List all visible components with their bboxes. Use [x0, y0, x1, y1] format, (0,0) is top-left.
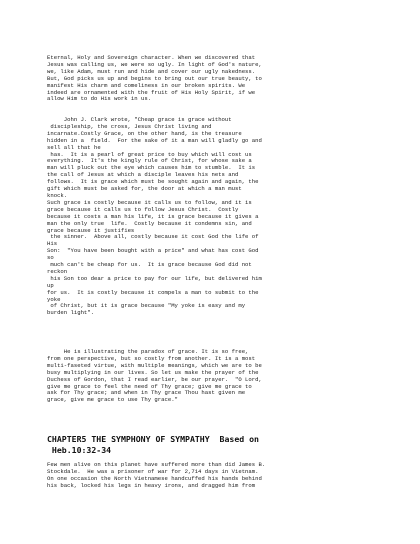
intro-paragraph: Eternal, Holy and Sovereign character. When we discovered that Jesus was calling us, we were so ugly. In light of God's nature, we, like Adam, must run and hide and cover our ugly nakedness. But, God picks us up and begins to bring out our true beauty, to manifest His charm and comeliness in our broken spirits. We indeed are ornamented with the fruit of His Holy Spirit, if we allow Him to do His work in us. — [47, 54, 262, 103]
clark-quote-paragraph: John J. Clark wrote, "Cheap grace is grace without discipleship, the cross, Jesus Christ living and incarnate.Costly Grace, on the other hand, is the treasure hidden in a field. For the sake of it a man will gladly go and sell all that he has. It is a pearl of great price to buy which will cost us everything. It's the kingly rule of Christ, for whose sake a man will pluck out the eye which causes him to stumble. It is the call of Jesus at which a disciple leaves his nets and follows. It is grace which must be sought again and again, the gift which must be asked for, the door at which a man must knock. Such grace is costly because it calls us to follow, and it is grace because it calls us to follow Jesus Christ. Costly because it costs a man his life, it is grace because it gives a man the only true life. Costly because it condemns sin, and grace because it justifies the sinner. Above all, costly because it cost God the life of His Son: "You have been bought with a price" and what has cost God so much can't be cheap for us. It is grace because God did not reckon his Son too dear a price to pay for our life, but delivered him up for us. It is costly because it compels a man to submit to the yoke of Christ, but it is grace because "My yoke is easy and my burden light". — [47, 116, 262, 317]
paradox-paragraph: He is illustrating the paradox of grace. It is so free, from one perspective, but so costly from another. It is a most multi-faseted virtue, with multiple meanings, which we are to be busy multiplying in our lives. So let us make the prayer of the Duchess of Gordon, that I read earlier, be our prayer. "O Lord, give me grace to feel the need of Thy grace; give me grace to ask for Thy grace; and when in Thy grace Thou hast given me grace, give me grace to use Thy grace." — [47, 348, 262, 404]
chapter-heading: CHAPTER5 THE SYMPHONY OF SYMPATHY Based on Heb.10:32-34 — [47, 434, 259, 455]
stockdale-paragraph: Few men alive on this planet have suffered more than did James B. Stockdale. He was a prisoner of war for 2,714 days in Vietnam. On one occasion the North Vietnamese handcuffed his hands behind his back, locked his legs in heavy irons, and dragged him from — [47, 461, 266, 489]
